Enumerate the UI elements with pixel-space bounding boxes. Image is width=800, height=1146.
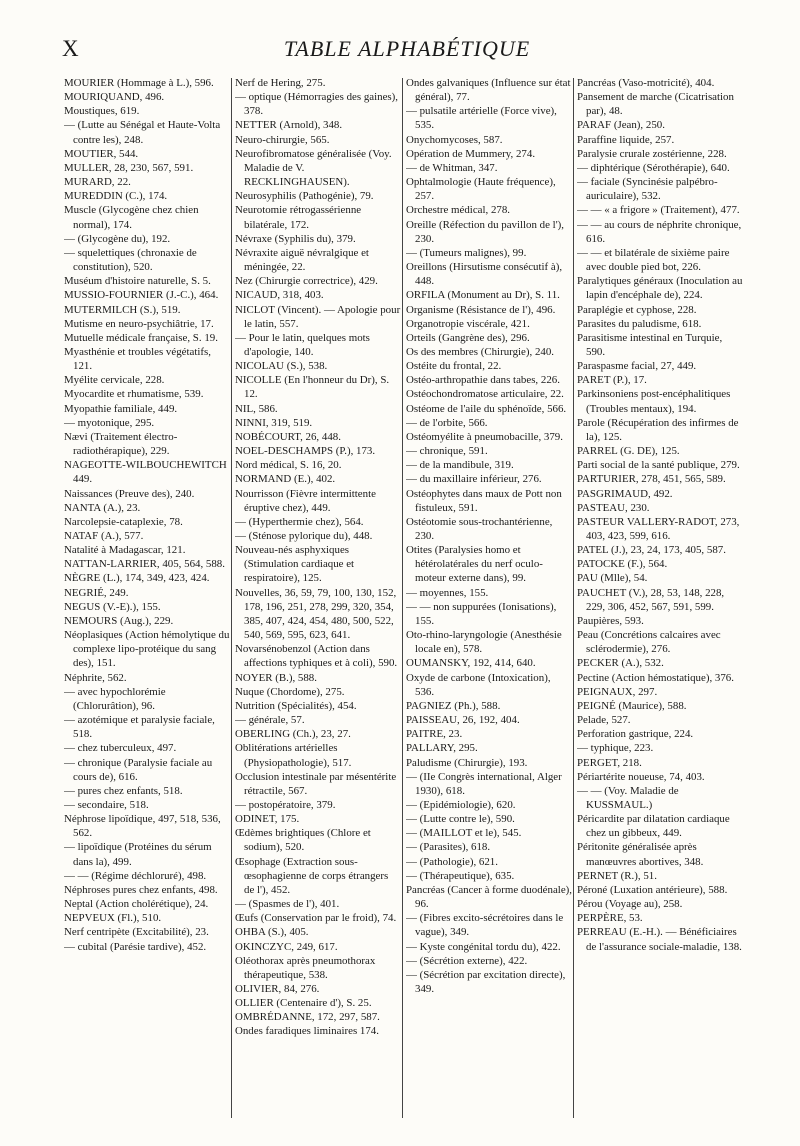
index-entry: MURARD, 22. [64,176,131,189]
index-entry: Ostéomyélite à pneumobacille, 379. [406,430,563,443]
index-entry: Otites (Paralysies homo et hétérolatérales du nerf oculo-moteur externe dans), 99. [406,544,543,585]
index-entry: Pérou (Voyage au), 258. [577,898,683,911]
index-entry: — myotonique, 295. [64,416,155,429]
index-entry: Nourrisson (Fièvre intermittente éruptive chez), 449. [235,487,376,514]
index-entry: Mutuelle médicale française, S. 19. [64,331,218,344]
index-entry: Ostéo-arthropathie dans tabes, 226. [406,374,560,387]
index-entry: PASGRIMAUD, 492. [577,487,673,500]
index-entry: Oléothorax après pneumothorax thérapeutique, 538. [235,954,376,981]
index-entry: Parkinsoniens post-encéphalitiques (Troubles mentaux), 194. [577,388,731,415]
index-entry: MULLER, 28, 230, 567, 591. [64,161,194,174]
index-entry: OMBRÉDANNE, 172, 297, 587. [235,1011,380,1024]
index-entry: — — non suppurées (Ionisations), 155. [406,600,557,627]
index-entry: Paraffine liquide, 257. [577,133,675,146]
index-entry: — avec hypochlorémie (Chlorurâtion), 96. [64,685,166,712]
index-entry: MOURIQUAND, 496. [64,91,165,104]
index-entry: — (Lutte au Sénégal et Haute-Volta contre les), 248. [64,119,221,146]
index-entry: Neuro-chirurgie, 565. [235,133,330,146]
index-entry: — — « a frigore » (Traitement), 477. [577,204,740,217]
index-entry: PASTEAU, 230. [577,501,650,514]
index-entry: PECKER (A.), 532. [577,657,664,670]
index-entry: Parti social de la santé publique, 279. [577,459,740,472]
index-entry: Perforation gastrique, 224. [577,728,694,741]
index-entry: Œdèmes brightiques (Chlore et sodium), 520. [235,827,371,854]
index-entry: Pancréas (Vaso-motricité), 404. [577,77,715,89]
page-header [62,36,752,70]
index-entry: Ondes galvaniques (Influence sur état général), 77. [406,77,571,104]
index-entry: Myasthénie et troubles végétatifs, 121. [64,345,211,373]
index-entry: NATTAN-LARRIER, 405, 564, 588. [64,558,225,571]
index-entry: Ostéite du frontal, 22. [406,360,502,373]
index-entry: MUREDDIN (C.), 174. [64,190,168,203]
index-entry: OUMANSKY, 192, 414, 640. [406,657,536,670]
index-entry: Nez (Chirurgie correctrice), 429. [235,275,378,288]
index-entry: OKINCZYC, 249, 617. [235,940,338,953]
index-entry: — (Sténose pylorique du), 448. [235,530,373,542]
index-entry: — azotémique et paralysie faciale, 518. [64,714,215,741]
index-entry: Oxyde de carbone (Intoxication), 536. [406,671,551,698]
index-entry: Nouveau-nés asphyxiques (Stimulation cardiaque et respiratoire), 125. [235,544,355,585]
index-entry: Paraspasme facial, 27, 449. [577,360,697,373]
index-entry: NEPVEUX (Fl.), 510. [64,912,162,925]
index-entry: NICOLAU (S.), 538. [235,360,328,373]
index-entry: — générale, 57. [235,714,305,727]
index-entry: PATEL (J.), 23, 24, 173, 405, 587. [577,544,726,557]
index-entry: Paralytiques généraux (Inoculation au lapin d'encéphale de), 224. [577,275,743,302]
index-entry: NOBÉCOURT, 26, 448. [235,430,341,443]
index-entry: Paupières, 593. [577,614,644,627]
index-entry: NICAUD, 318, 403. [235,289,324,302]
index-entry: — du maxillaire inférieur, 276. [406,473,542,486]
index-entry: Parasitisme intestinal en Turquie, 590. [577,331,723,358]
index-entry: Onychomycoses, 587. [406,133,503,146]
index-entry: Ostéotomie sous-trochantérienne, 230. [406,515,553,542]
index-entry: Nerf centripète (Excitabilité), 23. [64,926,209,939]
index-entry: — de l'orbite, 566. [406,416,488,429]
index-entry: Narcolepsie-cataplexie, 78. [64,515,183,528]
index-entry: — cubital (Parésie tardive), 452. [64,940,207,953]
index-entry: ODINET, 175. [235,813,300,826]
index-entry: — moyennes, 155. [406,586,489,599]
index-entry: Péritonite généralisée après manœuvres abortives, 348. [577,841,704,868]
index-entry: Peau (Concrétions calcaires avec sclérodermie), 276. [577,629,721,656]
index-entry: Nord médical, S. 16, 20. [235,459,342,472]
index-entry: Organotropie viscérale, 421. [406,317,530,330]
index-entry: Pansement de marche (Cicatrisation par), 48. [577,91,734,118]
index-entry: Néphrose lipoïdique, 497, 518, 536, 562. [64,813,221,840]
index-entry: Oblitérations artérielles (Physiopathologie), 517. [235,742,352,769]
index-entry: NOYER (B.), 588. [235,671,317,684]
index-entry: Organisme (Résistance de l'), 496. [406,303,556,316]
index-entry: PEIGNÉ (Maurice), 588. [577,699,687,712]
index-entry: — typhique, 223. [577,742,654,755]
column-divider [573,78,574,1118]
index-entry: — chez tuberculeux, 497. [64,742,177,755]
index-entry: Neurofibromatose généralisée (Voy. Maladie de V. RECKLINGHAUSEN). [235,147,392,189]
index-entry: — (Parasites), 618. [406,841,491,854]
index-entry: Muscle (Glycogène chez chien normal), 174. [64,204,199,231]
index-entry: MOUTIER, 544. [64,147,139,160]
index-entry: Névraxe (Syphilis du), 379. [235,232,356,245]
index-entry: Ophtalmologie (Haute fréquence), 257. [406,176,556,203]
index-entry: Mutisme en neuro-psychiâtrie, 17. [64,317,214,330]
index-entry: Nerf de Hering, 275. [235,77,326,89]
index-column-2 [235,76,401,1136]
index-entry: Novarsénobenzol (Action dans affections typhiques et à coli), 590. [235,643,398,670]
index-entry: — (IIe Congrès international, Alger 1930), 618. [406,770,562,797]
index-entry: Œsophage (Extraction sous-œsophagienne de corps étrangers de l'), 452. [235,855,389,896]
index-entry: OHBA (S.), 405. [235,926,309,939]
index-entry: Néoplasiques (Action hémolytique du complexe lipo-protéique du sang des), 151. [64,629,230,670]
index-entry: Nævi (Traitement électro-radiothérapique), 229. [64,430,178,458]
index-entry: — — (Voy. Maladie de KUSSMAUL.) [577,784,679,811]
index-entry: PARET (P.), 17. [577,374,647,387]
index-entry: — (Lutte contre le), 590. [406,813,515,826]
index-entry: — (Fibres excito-sécrétoires dans le vague), 349. [406,912,564,939]
index-entry: Nutrition (Spécialités), 454. [235,699,357,712]
index-entry: NICLOT (Vincent). — Apologie pour le latin, 557. [235,303,401,330]
index-entry: PARREL (G. DE), 125. [577,445,680,458]
index-entry: Os des membres (Chirurgie), 240. [406,345,555,358]
index-entry: PATOCKE (F.), 564. [577,558,668,571]
index-entry: OLIVIER, 84, 276. [235,983,320,995]
index-entry: Névraxite aiguë névralgique et méningée, 22. [235,246,369,274]
index-entry: NOEL-DESCHAMPS (P.), 173. [235,445,376,458]
index-entry: PARTURIER, 278, 451, 565, 589. [577,473,726,486]
index-entry: Parole (Récupération des infirmes de la), 125. [577,416,739,443]
index-entry: MUSSIO-FOURNIER (J.-C.), 464. [64,289,219,302]
index-entry: Orteils (Gangrène des), 296. [406,331,530,344]
index-entry: Myocardite et rhumatisme, 539. [64,388,204,401]
index-entry: — secondaire, 518. [64,798,149,811]
index-entry: Paludisme (Chirurgie), 193. [406,756,528,769]
index-entry: — chronique (Paralysie faciale au cours de), 616. [64,756,213,783]
index-entry: Néphrite, 562. [64,671,127,684]
index-entry: PEIGNAUX, 297. [577,685,658,698]
index-entry: — Kyste congénital tordu du), 422. [406,940,561,953]
index-entry: NEGRIÉ, 249. [64,586,129,599]
index-entry: MOURIER (Hommage à L.), 596. [64,77,214,89]
index-entry: Nuque (Chordome), 275. [235,685,345,698]
index-entry: ORFILA (Monument au Dr), S. 11. [406,289,560,302]
index-entry: NÈGRE (L.), 174, 349, 423, 424. [64,572,210,585]
index-entry: PARAF (Jean), 250. [577,119,665,132]
index-entry: Pancréas (Cancer à forme duodénale), 96. [406,883,572,911]
index-entry: — — (Régime déchloruré), 498. [64,869,207,882]
index-entry: Paraplégie et cyphose, 228. [577,303,697,316]
index-entry: — (Thérapeutique), 635. [406,869,515,882]
index-entry: Péricardite par dilatation cardiaque chez un gibbeux, 449. [577,813,730,840]
index-entry: OLLIER (Centenaire d'), S. 25. [235,997,372,1010]
index-entry: PERPÈRE, 53. [577,912,643,925]
index-entry: — chronique, 591. [406,445,488,458]
index-entry: Oto-rhino-laryngologie (Anesthésie locale en), 578. [406,629,562,656]
index-entry: — pures chez enfants, 518. [64,784,183,797]
index-entry: NINNI, 319, 519. [235,416,313,429]
index-entry: Oreillons (Hirsutisme consécutif à), 448. [406,261,563,288]
index-entry: Ostéome de l'aile du sphénoïde, 566. [406,402,567,415]
running-title: TABLE ALPHABÉTIQUE [283,36,531,61]
index-entry: — faciale (Syncinésie palpébro-auriculaire), 532. [577,176,718,203]
index-entry: NEGUS (V.-E).), 155. [64,600,161,613]
index-entry: Neurotomie rétrogassérienne bilatérale, 172. [235,204,362,231]
index-entry: PERNET (R.), 51. [577,869,657,882]
index-entry: Moustiques, 619. [64,105,140,118]
index-entry: Péroné (Luxation antérieure), 588. [577,883,728,896]
index-entry: Orchestre médical, 278. [406,204,511,217]
index-entry: Pectine (Action hémostatique), 376. [577,671,734,684]
index-entry: PERREAU (E.-H.). — Bénéficiaires de l'assurance sociale-maladie, 138. [577,926,742,953]
index-entry: Périartérite noueuse, 74, 403. [577,770,705,783]
index-columns [64,76,772,1138]
index-entry: Myopathie familiale, 449. [64,402,178,415]
index-entry: — — au cours de néphrite chronique, 616. [577,218,742,245]
index-entry: PAISSEAU, 26, 192, 404. [406,714,520,727]
index-entry: Ostéophytes dans maux de Pott non fistuleux, 591. [406,487,562,514]
index-entry: PALLARY, 295. [406,742,478,755]
index-entry: — (Epidémiologie), 620. [406,798,516,811]
index-entry: Pelade, 527. [577,714,631,727]
index-column-1 [64,76,230,1136]
index-entry: Néphroses pures chez enfants, 498. [64,883,218,896]
index-entry: Neptal (Action cholérétique), 24. [64,898,209,911]
index-entry: — (Sécrétion externe), 422. [406,954,528,967]
index-entry: PAU (Mlle), 54. [577,572,648,585]
index-entry: Parasites du paludisme, 618. [577,317,702,330]
index-entry: PASTEUR VALLERY-RADOT, 273, 403, 423, 599, 616. [577,515,740,542]
index-entry: — de Whitman, 347. [406,161,498,174]
index-entry: — optique (Hémorragies des gaines), 378. [235,91,399,118]
index-entry: — (Pathologie), 621. [406,855,498,868]
index-entry: Ostéochondromatose articulaire, 22. [406,388,564,401]
index-entry: Ondes faradiques liminaires 174. [235,1025,379,1038]
index-entry: — lipoïdique (Protéines du sérum dans la), 499. [64,841,212,868]
index-entry: — (MAILLOT et le), 545. [406,827,522,840]
index-entry: — (Sécrétion par excitation directe), 349. [406,968,566,995]
index-entry: Neurosyphilis (Pathogénie), 79. [235,190,374,203]
index-entry: Nouvelles, 36, 59, 79, 100, 130, 152, 178, 196, 251, 278, 299, 320, 354, 385, 407, 424, 454, 480, 500, 522, 540, 569, 595, 623, 641. [235,586,397,642]
index-entry: Muséum d'histoire naturelle, S. 5. [64,275,211,288]
index-entry: Occlusion intestinale par mésentérite rétractile, 567. [235,770,397,797]
index-entry: — (Hyperthermie chez), 564. [235,515,364,528]
index-entry: Opération de Mummery, 274. [406,147,536,160]
index-entry: NANTA (A.), 23. [64,501,141,514]
index-entry: — postopératoire, 379. [235,798,336,811]
index-entry: — (Tumeurs malignes), 99. [406,246,527,259]
index-entry: NICOLLE (En l'honneur du Dr), S. 12. [235,374,390,401]
index-column-3 [406,76,572,1136]
index-entry: OBERLING (Ch.), 23, 27. [235,728,351,741]
index-entry: PERGET, 218. [577,756,642,769]
index-entry: NORMAND (E.), 402. [235,473,336,486]
index-entry: — — et bilatérale de sixième paire avec double pied bot, 226. [577,246,730,274]
index-entry: Œufs (Conservation par le froid), 74. [235,912,397,925]
index-entry: — (Glycogène du), 192. [64,232,171,245]
index-entry: — Pour le latin, quelques mots d'apologie, 140. [235,331,370,358]
index-entry: NEMOURS (Aug.), 229. [64,614,174,627]
index-entry: — (Spasmes de l'), 401. [235,898,340,911]
index-entry: Naissances (Preuve des), 240. [64,487,195,500]
index-entry: Natalité à Madagascar, 121. [64,544,186,557]
index-entry: Paralysie crurale zostérienne, 228. [577,147,727,160]
index-entry: Myélite cervicale, 228. [64,374,165,387]
index-entry: NAGEOTTE-WILBOUCHEWITCH 449. [64,459,227,486]
index-entry: — diphtérique (Sérothérapie), 640. [577,161,730,174]
index-entry: NIL, 586. [235,402,278,415]
index-entry: NATAF (A.), 577. [64,530,144,542]
index-entry: — pulsatile artérielle (Force vive), 535. [406,105,557,132]
index-entry: MUTERMILCH (S.), 519. [64,303,181,316]
column-divider [231,78,232,1118]
index-entry: Oreille (Réfection du pavillon de l'), 230. [406,218,565,245]
index-entry: PAUCHET (V.), 28, 53, 148, 228, 229, 306, 452, 567, 591, 599. [577,586,725,613]
index-column-4 [577,76,743,1136]
index-entry: NETTER (Arnold), 348. [235,119,343,132]
index-entry: — de la mandibule, 319. [406,459,514,472]
index-entry: PAITRE, 23. [406,728,463,741]
column-divider [402,78,403,1118]
index-entry: PAGNIEZ (Ph.), 588. [406,699,501,712]
page-number: X [62,36,79,61]
index-entry: — squelettiques (chronaxie de constitution), 520. [64,246,197,274]
